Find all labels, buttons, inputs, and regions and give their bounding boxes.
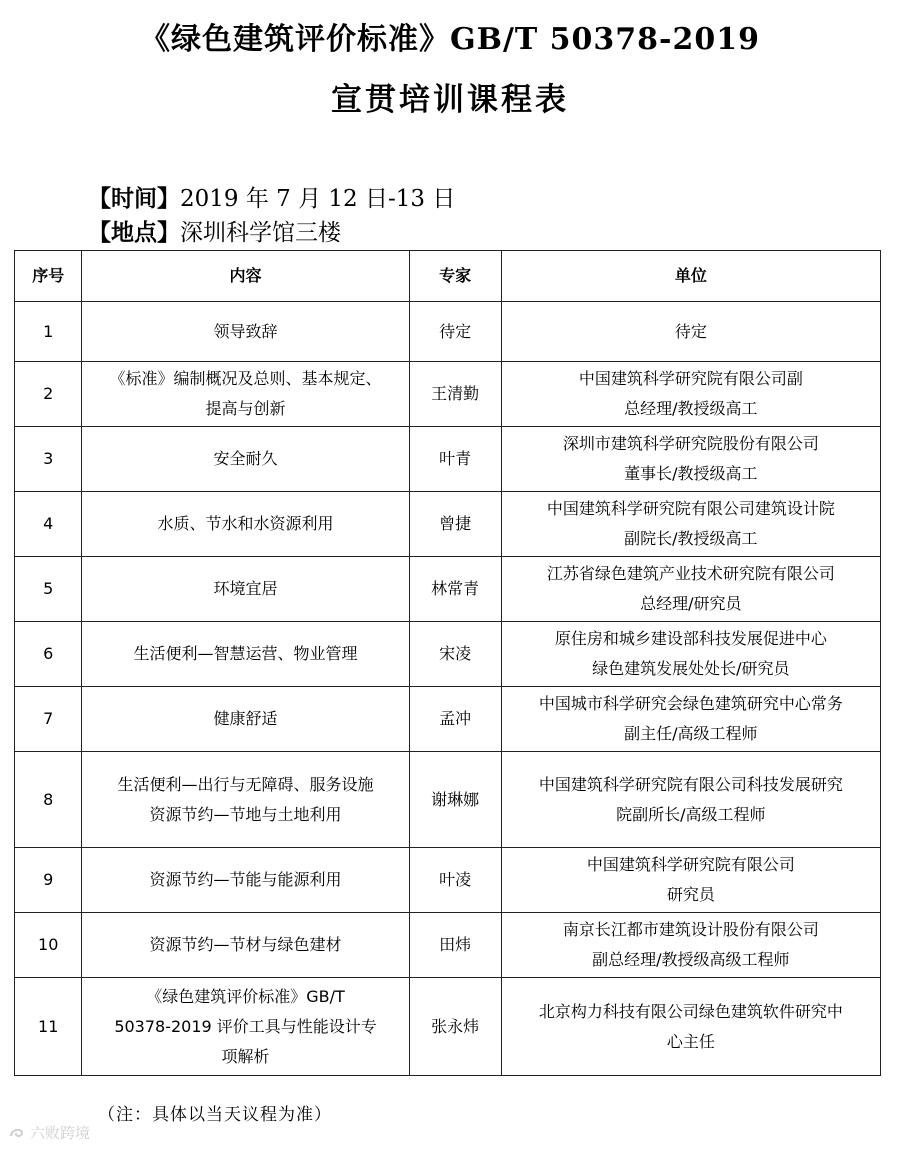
cell-line: 心主任 bbox=[666, 1031, 715, 1051]
cell-no: 1 bbox=[15, 302, 82, 362]
cell-unit bbox=[501, 427, 880, 492]
cell-no: 2 bbox=[15, 362, 82, 427]
cell-content bbox=[82, 913, 409, 978]
cell-content bbox=[82, 362, 409, 427]
cell-no: 4 bbox=[15, 492, 82, 557]
cell-content bbox=[82, 687, 409, 752]
table-row bbox=[15, 492, 881, 557]
cell-no: 8 bbox=[15, 752, 82, 848]
cell-expert: 王清勤 bbox=[409, 362, 501, 427]
table-header-row bbox=[15, 251, 881, 302]
table-row bbox=[15, 427, 881, 492]
place-label: 【地点】 bbox=[88, 219, 180, 246]
cell-expert: 待定 bbox=[409, 302, 501, 362]
cell-line: 江苏省绿色建筑产业技术研究院有限公司 bbox=[546, 564, 835, 583]
cell-unit bbox=[501, 622, 880, 687]
header-expert: 专家 bbox=[409, 251, 501, 302]
cell-line: 资源节约—节地与土地利用 bbox=[149, 804, 342, 824]
cell-line: 《绿色建筑评价标准》GB/T bbox=[146, 986, 345, 1006]
header-content: 内容 bbox=[82, 251, 409, 302]
cell-line: 原住房和城乡建设部科技发展促进中心 bbox=[554, 629, 827, 648]
footnote: （注：具体以当天议程为准） bbox=[98, 1105, 332, 1125]
cell-line: 副院长/教授级高工 bbox=[624, 529, 758, 548]
cell-content bbox=[82, 427, 409, 492]
time-line bbox=[88, 180, 455, 213]
cell-unit bbox=[501, 978, 880, 1076]
table-row bbox=[15, 557, 881, 622]
cell-line: 水质、节水和水资源利用 bbox=[157, 514, 334, 533]
cell-line: 董事长/教授级高工 bbox=[624, 464, 758, 483]
cell-expert: 叶青 bbox=[409, 427, 501, 492]
cell-no: 3 bbox=[15, 427, 82, 492]
cell-line: 总经理/研究员 bbox=[640, 594, 742, 613]
cell-line: 生活便利—出行与无障碍、服务设施 bbox=[117, 774, 374, 794]
cell-line: 总经理/教授级高工 bbox=[624, 399, 758, 418]
cell-unit bbox=[501, 492, 880, 557]
cell-line: 项解析 bbox=[221, 1046, 270, 1066]
cell-expert: 张永炜 bbox=[409, 978, 501, 1076]
cell-line: 50378-2019 评价工具与性能设计专 bbox=[114, 1016, 377, 1036]
place-line bbox=[88, 214, 341, 247]
cell-line: 健康舒适 bbox=[213, 709, 278, 728]
cell-no: 10 bbox=[15, 913, 82, 978]
cell-content bbox=[82, 492, 409, 557]
cell-line: 领导致辞 bbox=[213, 321, 278, 341]
cell-expert: 孟冲 bbox=[409, 687, 501, 752]
cell-expert: 曾捷 bbox=[409, 492, 501, 557]
time-value: 2019 年 7 月 12 日-13 日 bbox=[180, 186, 456, 212]
cell-line: 副主任/高级工程师 bbox=[624, 724, 758, 743]
cell-line: 生活便利—智慧运营、物业管理 bbox=[133, 644, 358, 663]
cell-unit bbox=[501, 302, 880, 362]
cell-unit bbox=[501, 362, 880, 427]
cell-content bbox=[82, 622, 409, 687]
cell-content bbox=[82, 978, 409, 1076]
cell-no: 11 bbox=[15, 978, 82, 1076]
table-row bbox=[15, 752, 881, 848]
table-row bbox=[15, 978, 881, 1076]
place-value: 深圳科学馆三楼 bbox=[180, 220, 341, 246]
cell-expert: 林常青 bbox=[409, 557, 501, 622]
cell-unit bbox=[501, 557, 880, 622]
cell-line: 环境宜居 bbox=[213, 579, 278, 598]
cell-line: 中国建筑科学研究院有限公司科技发展研究 bbox=[538, 774, 843, 794]
cell-content bbox=[82, 557, 409, 622]
cell-content bbox=[82, 848, 409, 913]
cell-content bbox=[82, 752, 409, 848]
cell-line: 中国城市科学研究会绿色建筑研究中心常务 bbox=[538, 694, 843, 713]
cell-line: 南京长江都市建筑设计股份有限公司 bbox=[562, 920, 819, 939]
cell-line: 深圳市建筑科学研究院股份有限公司 bbox=[562, 434, 819, 453]
cell-no: 5 bbox=[15, 557, 82, 622]
course-schedule-table bbox=[14, 250, 881, 1076]
cell-expert: 宋凌 bbox=[409, 622, 501, 687]
cell-line: 研究员 bbox=[666, 885, 715, 904]
watermark bbox=[8, 1122, 90, 1143]
header-no: 序号 bbox=[15, 251, 82, 302]
table-row bbox=[15, 913, 881, 978]
cell-unit bbox=[501, 848, 880, 913]
table-row bbox=[15, 622, 881, 687]
document-title: 《绿色建筑评价标准》GB/T 50378-2019 bbox=[139, 22, 761, 57]
cell-expert: 田炜 bbox=[409, 913, 501, 978]
cell-unit bbox=[501, 913, 880, 978]
cell-line: 资源节约—节材与绿色建材 bbox=[149, 935, 342, 954]
cell-line: 院副所长/高级工程师 bbox=[616, 804, 766, 824]
table-row bbox=[15, 687, 881, 752]
watermark-text: 六败跨境 bbox=[30, 1124, 91, 1142]
cell-line: 中国建筑科学研究院有限公司建筑设计院 bbox=[546, 499, 835, 518]
cell-expert: 叶凌 bbox=[409, 848, 501, 913]
cell-no: 6 bbox=[15, 622, 82, 687]
cell-line: 安全耐久 bbox=[213, 449, 278, 468]
cell-line: 副总经理/教授级高级工程师 bbox=[592, 950, 790, 969]
cell-content bbox=[82, 302, 409, 362]
swirl-logo-icon bbox=[8, 1124, 26, 1142]
cell-line: 资源节约—节能与能源利用 bbox=[149, 870, 342, 889]
cell-line: 中国建筑科学研究院有限公司 bbox=[586, 855, 795, 874]
table-row bbox=[15, 302, 881, 362]
cell-line: 提高与创新 bbox=[205, 399, 286, 418]
cell-unit bbox=[501, 752, 880, 848]
cell-expert: 谢琳娜 bbox=[409, 752, 501, 848]
document-subtitle: 宣贯培训课程表 bbox=[331, 82, 569, 118]
cell-no: 9 bbox=[15, 848, 82, 913]
time-label: 【时间】 bbox=[88, 185, 180, 212]
table-row bbox=[15, 848, 881, 913]
cell-line: 中国建筑科学研究院有限公司副 bbox=[578, 369, 803, 388]
header-unit: 单位 bbox=[501, 251, 880, 302]
cell-no: 7 bbox=[15, 687, 82, 752]
cell-line: 《标准》编制概况及总则、基本规定、 bbox=[109, 369, 382, 388]
cell-line: 待定 bbox=[674, 321, 707, 341]
cell-line: 北京构力科技有限公司绿色建筑软件研究中 bbox=[538, 1001, 843, 1021]
table-row bbox=[15, 362, 881, 427]
cell-line: 绿色建筑发展处处长/研究员 bbox=[592, 659, 790, 678]
cell-unit bbox=[501, 687, 880, 752]
